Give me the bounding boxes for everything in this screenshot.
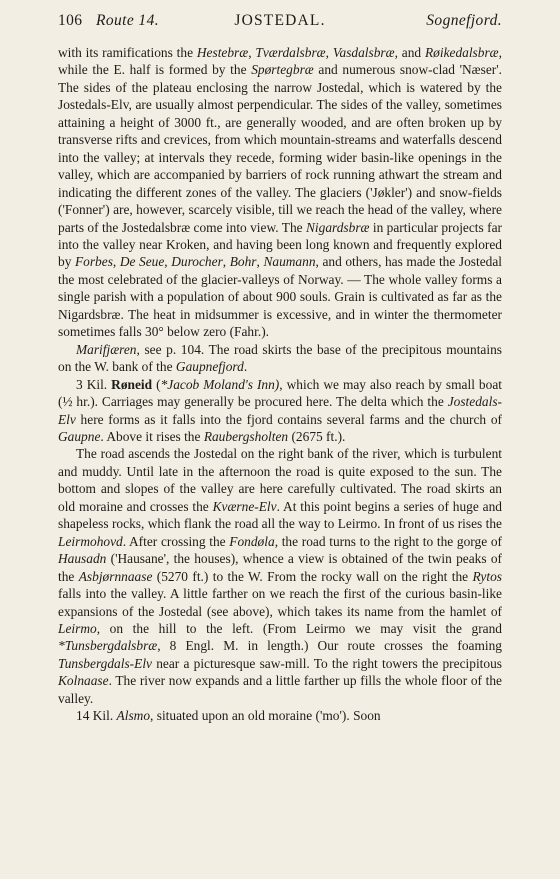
text-run: . At this point begins a series of huge and shapeless rocks, which flank the road all the way to Leirmo. In front of us rises the bbox=[58, 498, 503, 532]
text-run: near a picturesque saw-mill. To the right towers the precipitous bbox=[151, 655, 502, 671]
italic-text: Gaupne bbox=[58, 428, 101, 444]
italic-text: Spørtegbræ bbox=[251, 62, 314, 78]
text-run: , on the hill to the left. (From Leirmo we may visit the grand bbox=[96, 620, 502, 636]
italic-text: Nigardsbræ bbox=[305, 219, 370, 235]
italic-text: Forbes bbox=[74, 254, 113, 270]
text-run: , bbox=[112, 254, 120, 270]
text-run: in particular projects far into the valley near Kroken, and having been long known and frequently explored by bbox=[58, 219, 502, 270]
text-run: , 8 Engl. M. in length.) Our route crosses the foaming bbox=[157, 638, 502, 654]
paragraph bbox=[58, 341, 502, 376]
italic-text: *Jacob Moland's Inn) bbox=[160, 376, 280, 392]
italic-text: Jostedals-Elv bbox=[58, 394, 502, 427]
text-run: , the road turns to the right to the gorge of bbox=[274, 533, 503, 549]
route-label: Route 14. bbox=[96, 12, 160, 29]
italic-text: Asbjørnnaase bbox=[78, 568, 153, 584]
text-run: , which we may also reach by small boat (½ hr.). Carriages may generally be procured here. The delta which the bbox=[58, 376, 502, 410]
text-run: 3 Kil. bbox=[76, 376, 112, 392]
text-run: , bbox=[325, 45, 333, 60]
italic-text: Kværne-Elv bbox=[212, 498, 277, 514]
paragraph bbox=[58, 376, 502, 446]
text-run: , situated upon an old moraine ('mo'). Soon bbox=[150, 708, 381, 724]
text-run: ('Hausane', the houses), whence a view is obtained of the twin peaks of the bbox=[58, 551, 502, 584]
text-run: The road ascends the Jostedal on the right bank of the river, which is turbulent and muddy. Until late in the afternoon the road is quite exposed to the sun. The bottom and slopes of the valley are here carefully cultivated. The road skirts an old moraine and crosses the bbox=[58, 446, 502, 514]
italic-text: Kolnaase bbox=[58, 673, 109, 689]
text-run: . After crossing the bbox=[122, 533, 230, 549]
italic-text: Bohr bbox=[229, 254, 257, 270]
text-run: here forms as it falls into the fjord contains several farms and the church of bbox=[75, 411, 502, 427]
paragraph bbox=[58, 445, 502, 707]
italic-text: Raubergsholten bbox=[203, 428, 289, 444]
italic-text: Leirmo bbox=[58, 620, 97, 636]
text-run: (2675 ft.). bbox=[288, 428, 346, 444]
italic-text: Rytos bbox=[472, 568, 502, 584]
italic-text: *Tunsbergdalsbræ bbox=[58, 638, 158, 654]
text-run: and numerous snow-clad 'Næser'. The sides of the plateau enclosing the narrow Jostedal, which is watered by the Jostedals-Elv, are usually almost perpendicular. The sides of the valley, sometimes attaining a height of 3000 ft., are generally wooded, and are often broken up by transverse rifts and crevices, from which mountain-streams and waterfalls descend into the valley; at intervals they recede, forming wider basin-like openings in the valley, which are accompanied by barriers of rock running athwart the stream and indicating the different zones of the valley. The glaciers ('Jøkler') and snow-fields ('Fonner') are, however, scarcely visible, till we reach the head of the valley, where parts of the Jostedalsbræ come into view. The bbox=[58, 62, 502, 235]
page-title: JOSTEDAL. bbox=[234, 12, 326, 29]
italic-text: Alsmo bbox=[116, 708, 151, 724]
location-label: Sognefjord. bbox=[426, 12, 502, 29]
italic-text: De Seue bbox=[119, 254, 165, 270]
body-text bbox=[58, 44, 502, 725]
italic-text: Gaupnefjord bbox=[175, 359, 244, 375]
italic-text: Vasdalsbræ bbox=[332, 45, 395, 60]
text-run: , while the E. half is formed by the bbox=[58, 45, 502, 78]
text-run: with its ramifications the bbox=[58, 45, 197, 60]
italic-text: Leirmohovd bbox=[58, 533, 123, 549]
text-run: , see p. 104. The road skirts the base of the precipitous mountains on the W. bank of the bbox=[58, 341, 502, 375]
italic-text: Durocher bbox=[171, 254, 223, 270]
text-run: . The river now expands and a little farther up fills the whole floor of the valley. bbox=[58, 673, 502, 706]
italic-text: Naumann bbox=[263, 254, 316, 270]
italic-text: Fondøla bbox=[229, 533, 275, 549]
text-run: . Above it rises the bbox=[100, 428, 204, 444]
text-run: falls into the valley. A little farther on we reach the first of the curious basin-like expansions of the Jostedal (see above), which takes its name from the hamlet of bbox=[58, 586, 502, 619]
text-run: , and bbox=[394, 45, 425, 60]
italic-text: Hausadn bbox=[58, 551, 107, 567]
text-run: , bbox=[256, 254, 264, 270]
italic-text: Hestebræ bbox=[196, 45, 249, 60]
italic-text: Tværdalsbræ bbox=[255, 45, 326, 60]
italic-text: Tunsbergdals-Elv bbox=[58, 655, 152, 671]
text-run: , and others, has made the Jostedal the most celebrated of the glacier-valleys of Norway. — The whole valley forms a single parish with a population of about 900 souls. Grain is cultivated as far as the Nigardsbræ. The heat in midsummer is excessive, and in winter the thermometer sometimes falls 30° below zero (Fahr.). bbox=[58, 254, 503, 340]
italic-text: Marifjæren bbox=[76, 341, 137, 357]
paragraph bbox=[58, 707, 502, 724]
text-run: (5270 ft.) to the W. From the rocky wall on the right the bbox=[152, 568, 473, 584]
italic-text: Røikedalsbræ bbox=[424, 45, 499, 60]
text-run: ( bbox=[152, 376, 161, 392]
text-run: . bbox=[243, 359, 248, 375]
running-header bbox=[58, 8, 502, 30]
text-run: 14 Kil. bbox=[76, 708, 117, 724]
place-name: Røneid bbox=[111, 376, 153, 392]
text-run: , bbox=[248, 45, 256, 60]
text-run: , bbox=[164, 254, 172, 270]
page-number: 106 bbox=[58, 12, 83, 29]
text-run: , bbox=[222, 254, 230, 270]
paragraph bbox=[58, 44, 502, 341]
